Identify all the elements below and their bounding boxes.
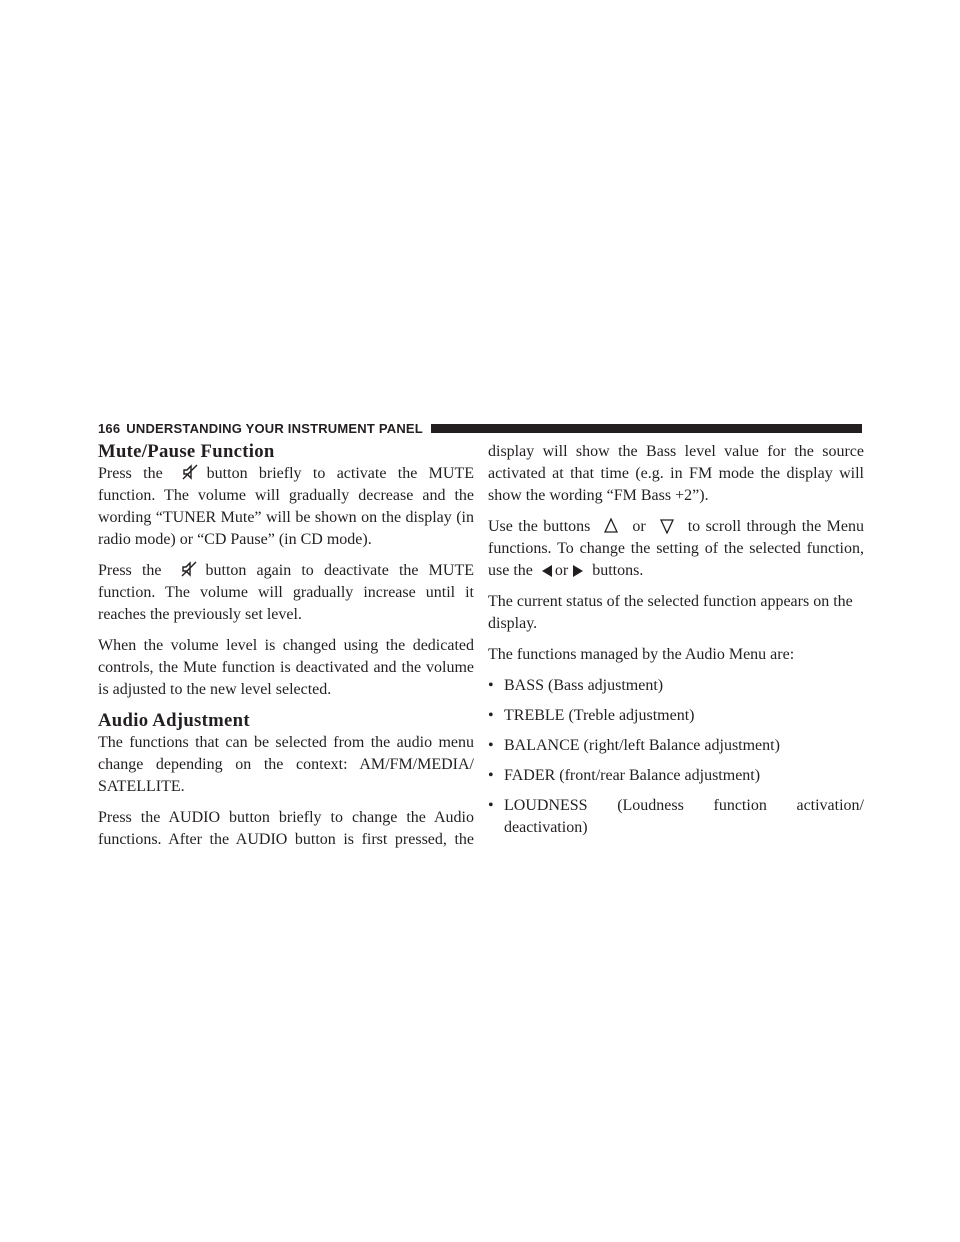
list-item: • FADER (front/rear Balance adjustment)	[488, 765, 864, 787]
page-number: 166	[98, 420, 121, 436]
bullet-dot: •	[488, 797, 494, 814]
audio-functions-list	[488, 675, 864, 839]
bullet-dot: •	[488, 677, 494, 694]
up-triangle-icon	[604, 518, 618, 534]
left-arrow-icon	[541, 564, 553, 578]
list-item: • TREBLE (Treble adjustment)	[488, 705, 864, 727]
bullet-dot: •	[488, 767, 494, 784]
bullet-dot: •	[488, 737, 494, 754]
section-title: UNDERSTANDING YOUR INSTRUMENT PANEL	[126, 420, 423, 436]
volume-change-paragraph: When the volume level is changed using the dedicated controls, the Mute function is deactivated and the volume is adjusted to the new level selected.	[98, 637, 474, 698]
right-arrow-icon	[572, 564, 584, 578]
audio-adjustment-heading: Audio Adjustment	[98, 710, 250, 731]
mute-deactivate-paragraph: Press the button again to deactivate the MUTE function. The volume will gradually increase until it reaches the previously set level.	[98, 562, 475, 623]
mute-pause-heading: Mute/Pause Function	[98, 441, 275, 462]
bass-display-paragraph: display will show the Bass level value for the source activated at that time (e.g. in FM mode the display will show the wording “FM Bass +2”).	[488, 443, 864, 504]
audio-context-paragraph: The functions that can be selected from the audio menu change depending on the context: AM/FM/MEDIA/ SATELLITE.	[98, 734, 474, 795]
scroll-menu-paragraph: Use the buttons or to scroll through the Menu functions. To change the setting of the selected function, use the or buttons.	[488, 518, 864, 579]
functions-intro-paragraph: The functions managed by the Audio Menu are:	[488, 646, 795, 663]
list-item: • LOUDNESS (Loudness function activation/ deactivation)	[488, 797, 864, 836]
list-item: • BALANCE (right/left Balance adjustment)	[488, 735, 864, 757]
right-column	[488, 441, 864, 847]
mute-speaker-icon	[180, 560, 198, 578]
current-status-paragraph: The current status of the selected function appears on the display.	[488, 593, 853, 632]
page-header	[98, 418, 862, 438]
list-item: • BASS (Bass adjustment)	[488, 675, 864, 697]
header-rule	[431, 424, 862, 433]
mute-speaker-icon	[181, 463, 199, 481]
bullet-dot: •	[488, 707, 494, 724]
left-column	[98, 441, 474, 860]
mute-activate-paragraph: Press the button briefly to activate the MUTE function. The volume will gradually decrease and the wording “TUNER Mute” will be shown on the display (in radio mode) or “CD Pause” (in CD mode).	[98, 465, 474, 548]
down-triangle-icon	[660, 518, 674, 534]
audio-button-paragraph: Press the AUDIO button briefly to change the Audio functions. After the AUDIO button is first pressed, the	[98, 809, 474, 848]
